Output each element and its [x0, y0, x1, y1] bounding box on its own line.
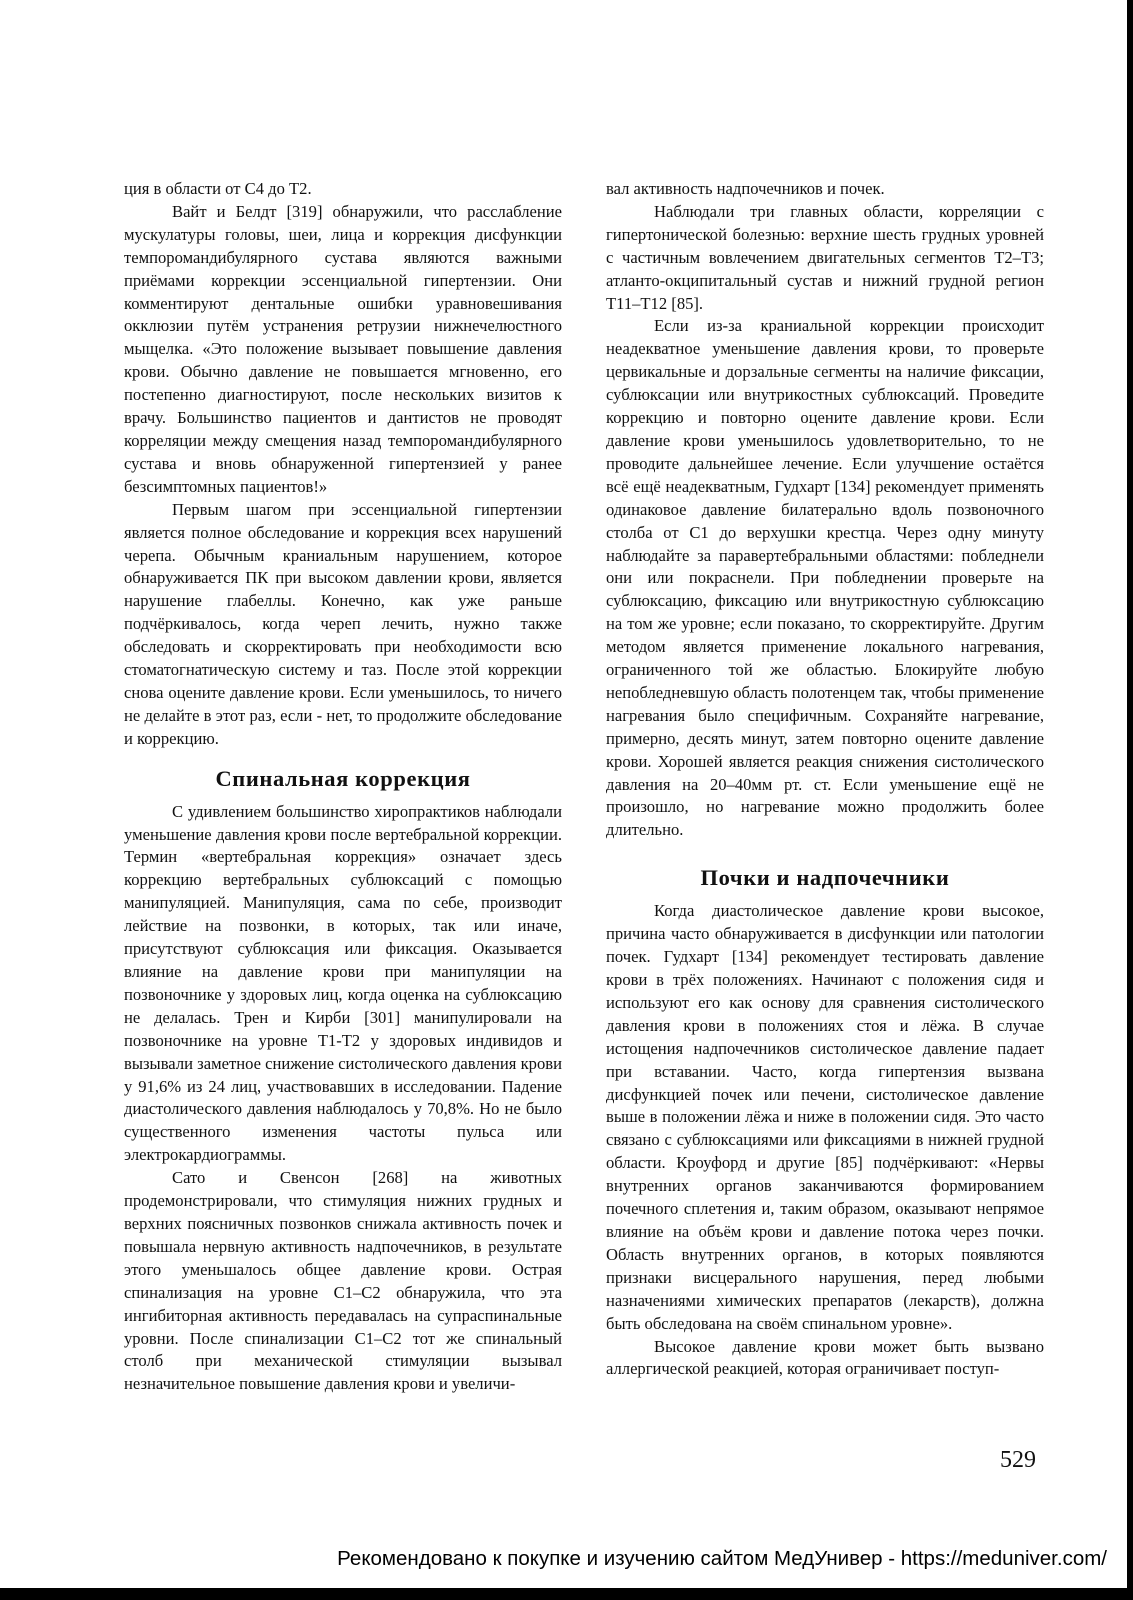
scan-border-bottom [0, 1588, 1133, 1600]
left-column [124, 178, 562, 1396]
paragraph: Первым шагом при эссенциальной гипертензии является полное обследование и коррекция всех нарушений черепа. Обычным краниальным нарушением, которое обнаруживается ПК при высоком давлении крови, является нарушение глабеллы. Конечно, как уже раньше подчёркивалось, когда череп лечить, нужно также обследовать и скорректировать при необходимости всю стоматогнатическую систему и таз. После этой коррекции снова оцените давление крови. Если уменьшилось, то ничего не делайте в этот раз, если - нет, то продолжите обследование и коррекцию. [124, 499, 562, 748]
paragraph: Вайт и Белдт [319] обнаружили, что расслабление мускулатуры головы, шеи, лица и коррекция дисфункции темпоромандибулярного сустава являются важными приёмами коррекции эссенциальной гипертензии. Они комментируют дентальные ошибки уравновешивания окклюзии путём устранения ретрузии нижнечелюстного мыщелка. «Это положение вызывает повышение давления крови. Обычно давление не повышается мгновенно, его постепенно диагностируют, после нескольких визитов к врачу. Большинство пациентов и дантистов не проводят корреляции между смещения назад темпоромандибулярного сустава и вновь обнаруженной гипертензией у ранее безсимптомных пациентов!» [124, 201, 562, 496]
right-column [606, 178, 1044, 1381]
section-heading: Почки и надпочечники [700, 865, 950, 891]
paragraph: Когда диастолическое давление крови высокое, причина часто обнаруживается в дисфункции или патологии почек. Гудхарт [134] рекомендует тестировать давление крови в трёх положениях. Начинают с положения сидя и используют его как основу для сравнения систолического давления крови в положениях стоя и лёжа. В случае истощения надпочечников систолическое давление падает при вставании. Часто, когда гипертензия вызвана дисфункцией почек или печени, систолическое давление выше в положении лёжа и ниже в положении сидя. Это часто связано с сублюксациями или фиксациями в нижней грудной области. Кроуфорд и другие [85] подчёркивают: «Нервы внутренних органов заканчиваются формированием почечного сплетения и, таким образом, оказывают непрямое влияние на объём крови и давление потока через почки. Область внутренних органов, в которых появляются признаки висцерального нарушения, перед любыми назначениями химических препаратов (лекарств), должна быть обследована на своём спинальном уровне». [606, 901, 1044, 1333]
paragraph: Наблюдали три главных области, корреляции с гипертонической болезнью: верхние шесть грудных уровней с частичным вовлечением двигательных сегментов Т2–Т3; атланто-окципитальный сустав и нижний грудной регион Т11–Т12 [85]. [606, 201, 1044, 313]
paragraph: Высокое давление крови может быть вызвано аллергической реакцией, которая ограничивает поступ- [606, 1336, 1044, 1379]
paragraph: ция в области от С4 до Т2. [124, 179, 312, 198]
footer-recommendation: Рекомендовано к покупке и изучению сайтом МедУнивер - https://meduniver.com/ [337, 1547, 1107, 1570]
page-number: 529 [1000, 1447, 1036, 1473]
paragraph: С удивлением большинство хиропрактиков наблюдали уменьшение давления крови после вертебральной коррекции. Термин «вертебральная коррекция» означает здесь коррекцию вертебральных сублюксаций с помощью манипуляцией. Манипуляция, сама по себе, производит лействие на позвонки, в которых, так или иначе, присутствуют сублюксация или фиксация. Оказывается влияние на давление крови при манипуляции на позвоночнике у здоровых лиц, когда оценка на сублюксацию не делалась. Трен и Кирби [301] манипулировали на позвоночнике на уровне Т1-Т2 у здоровых индивидов и вызывали заметное снижение систолического давления крови у 91,6% из 24 лиц, участвовавших в исследовании. Падение диастолического давления наблюдалось у 70,8%. Но не было существенного изменения частоты пульса или электрокардиограммы. [124, 801, 562, 1165]
scan-border-right [1127, 0, 1133, 1588]
paragraph: вал активность надпочечников и почек. [606, 179, 885, 198]
section-heading: Спинальная коррекция [215, 765, 471, 791]
paragraph: Сато и Свенсон [268] на животных продемонстрировали, что стимуляция нижних грудных и верхних поясничных позвонков снижала активность почек и повышала нервную активность надпочечников, в результате этого уменьшалось общее давление крови. Острая спинализация на уровне С1–С2 обнаружила, что эта ингибиторная активность передавалась на супраспинальные уровни. После спинализации С1–С2 тот же спинальный столб при механической стимуляции вызывал незначительное повышение давления крови и увеличи- [124, 1168, 562, 1394]
paragraph: Если из-за краниальной коррекции происходит неадекватное уменьшение давления крови, то проверьте цервикальные и дорзальные сегменты на наличие фиксации, сублюксации или внутрикостных сублюксаций. Проведите коррекцию и повторно оцените давление крови. Если давление крови уменьшилось удовлетворительно, то не проводите дальнейшее лечение. Если улучшение остаётся всё ещё неадекватным, Гудхарт [134] рекомендует применять одинаковое давление билатерально вдоль позвоночного столба от С1 до верхушки крестца. Через одну минуту наблюдайте за паравертебральными областями: побледнели они или покраснели. При побледнении проверьте на сублюксацию, фиксацию или внутрикостную сублюксацию на том же уровне; если показано, то скорректируйте. Другим методом является применение локального нагревания, ограниченного той же областью. Блокируйте любую непобледневшую область полотенцем так, чтобы применение нагревания было специфичным. Сохраняйте нагревание, примерно, десять минут, затем повторно оцените давление крови. Хорошей является реакция снижения систолического давления на 20–40мм рт. ст. Если уменьшение ещё не произошло, но нагревание можно продолжить более длительно. [606, 316, 1044, 840]
